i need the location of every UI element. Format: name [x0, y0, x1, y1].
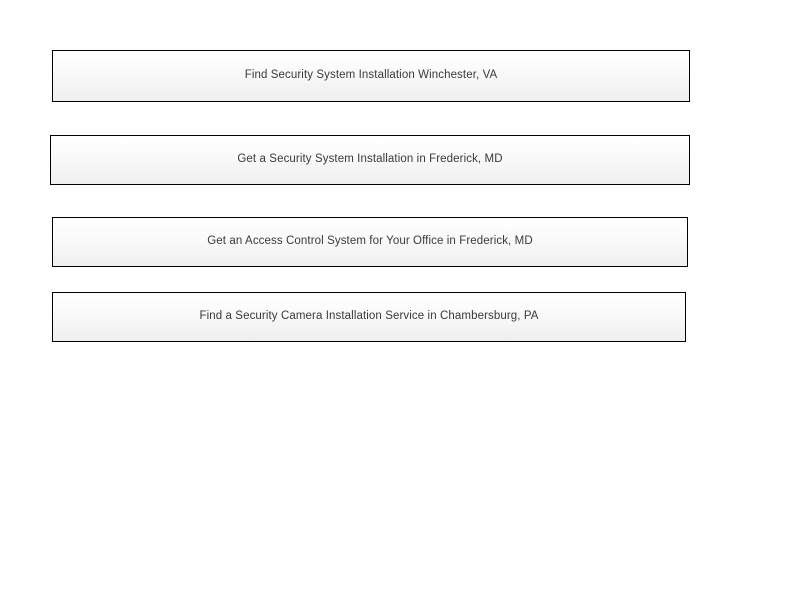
- cta-button-label: Find Security System Installation Winchester, VA: [244, 69, 498, 82]
- cta-button-security-system-winchester[interactable]: [52, 50, 690, 102]
- cta-button-access-control-frederick[interactable]: [52, 217, 688, 267]
- cta-button-label: Find a Security Camera Installation Service in Chambersburg, PA: [199, 310, 539, 323]
- cta-button-security-system-frederick[interactable]: [50, 135, 690, 185]
- cta-button-security-camera-chambersburg[interactable]: [52, 292, 686, 342]
- cta-button-label: Get a Security System Installation in Frederick, MD: [237, 153, 503, 166]
- cta-button-label: Get an Access Control System for Your Office in Frederick, MD: [207, 235, 533, 248]
